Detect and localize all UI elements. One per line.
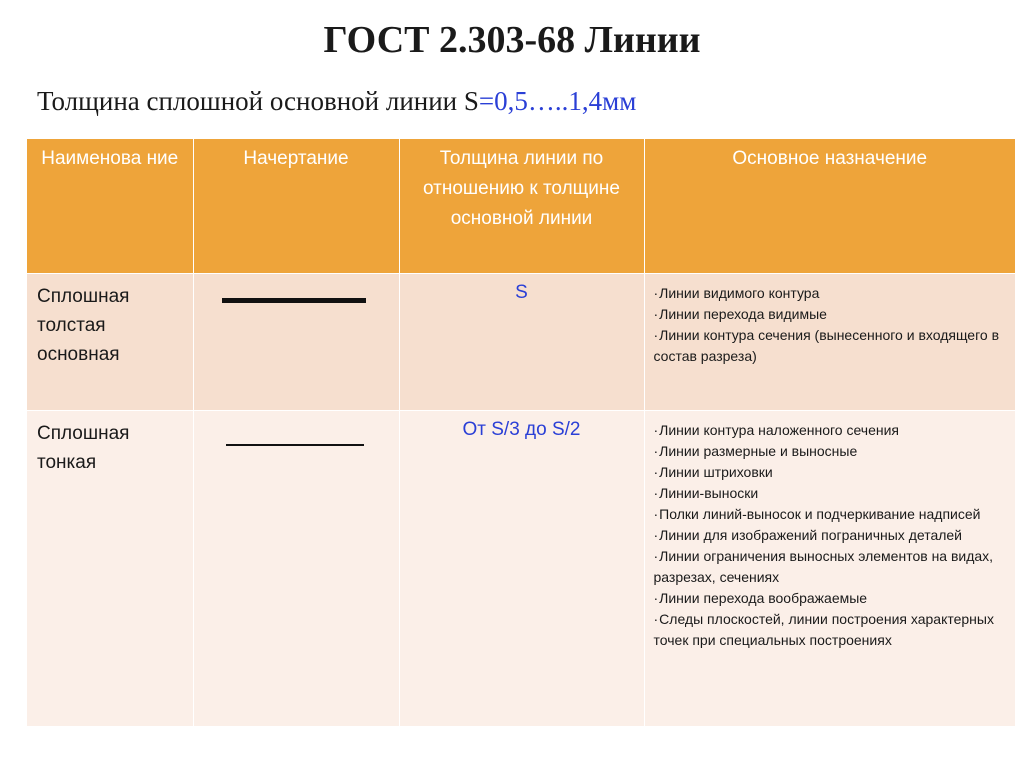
header-thickness: Толщина линии по отношению к толщине основной линии [399,139,644,273]
subtitle-label: Толщина сплошной основной линии S [37,86,479,116]
header-drawing: Начертание [193,139,399,273]
table-header-row [27,139,1015,273]
list-item: · Линии штриховки [654,462,1012,483]
list-item: · Линии видимого контура [654,283,1012,304]
list-item: · Линии размерные и выносные [654,441,1012,462]
list-item: · Линии перехода воображаемые [654,588,1012,609]
table-row [27,410,1015,726]
list-item: · Полки линий-выносок и подчеркивание надписей [654,504,1012,525]
list-item: · Следы плоскостей, линии построения характерных точек при специальных построениях [654,609,1012,651]
header-name: Наименова ние [27,139,193,273]
table-row [27,273,1015,410]
row-name-cell: Сплошная толстая основная [27,273,193,410]
subtitle-value: =0,5…..1,4мм [478,86,637,116]
solid-thin-line-icon [226,444,364,446]
line-types-table [27,139,1015,726]
row-purpose-cell [644,410,1015,726]
solid-thick-line-icon [222,298,366,303]
list-item: · Линии ограничения выносных элементов на видах, разрезах, сечениях [654,546,1012,588]
row-drawing-cell [193,410,399,726]
list-item: · Линии контура наложенного сечения [654,420,1012,441]
header-purpose: Основное назначение [644,139,1015,273]
list-item: · Линии перехода видимые [654,304,1012,325]
row-purpose-cell [644,273,1015,410]
row-drawing-cell [193,273,399,410]
row-thickness-cell: От S/3 до S/2 [399,410,644,726]
row-thickness-cell: S [399,273,644,410]
page-title: ГОСТ 2.303-68 Линии [323,19,701,61]
list-item: · Линии-выноски [654,483,1012,504]
list-item: · Линии контура сечения (вынесенного и входящего в состав разреза) [654,325,1012,367]
row-name-cell: Сплошная тонкая [27,410,193,726]
subtitle [37,86,636,117]
list-item: · Линии для изображений пограничных деталей [654,525,1012,546]
